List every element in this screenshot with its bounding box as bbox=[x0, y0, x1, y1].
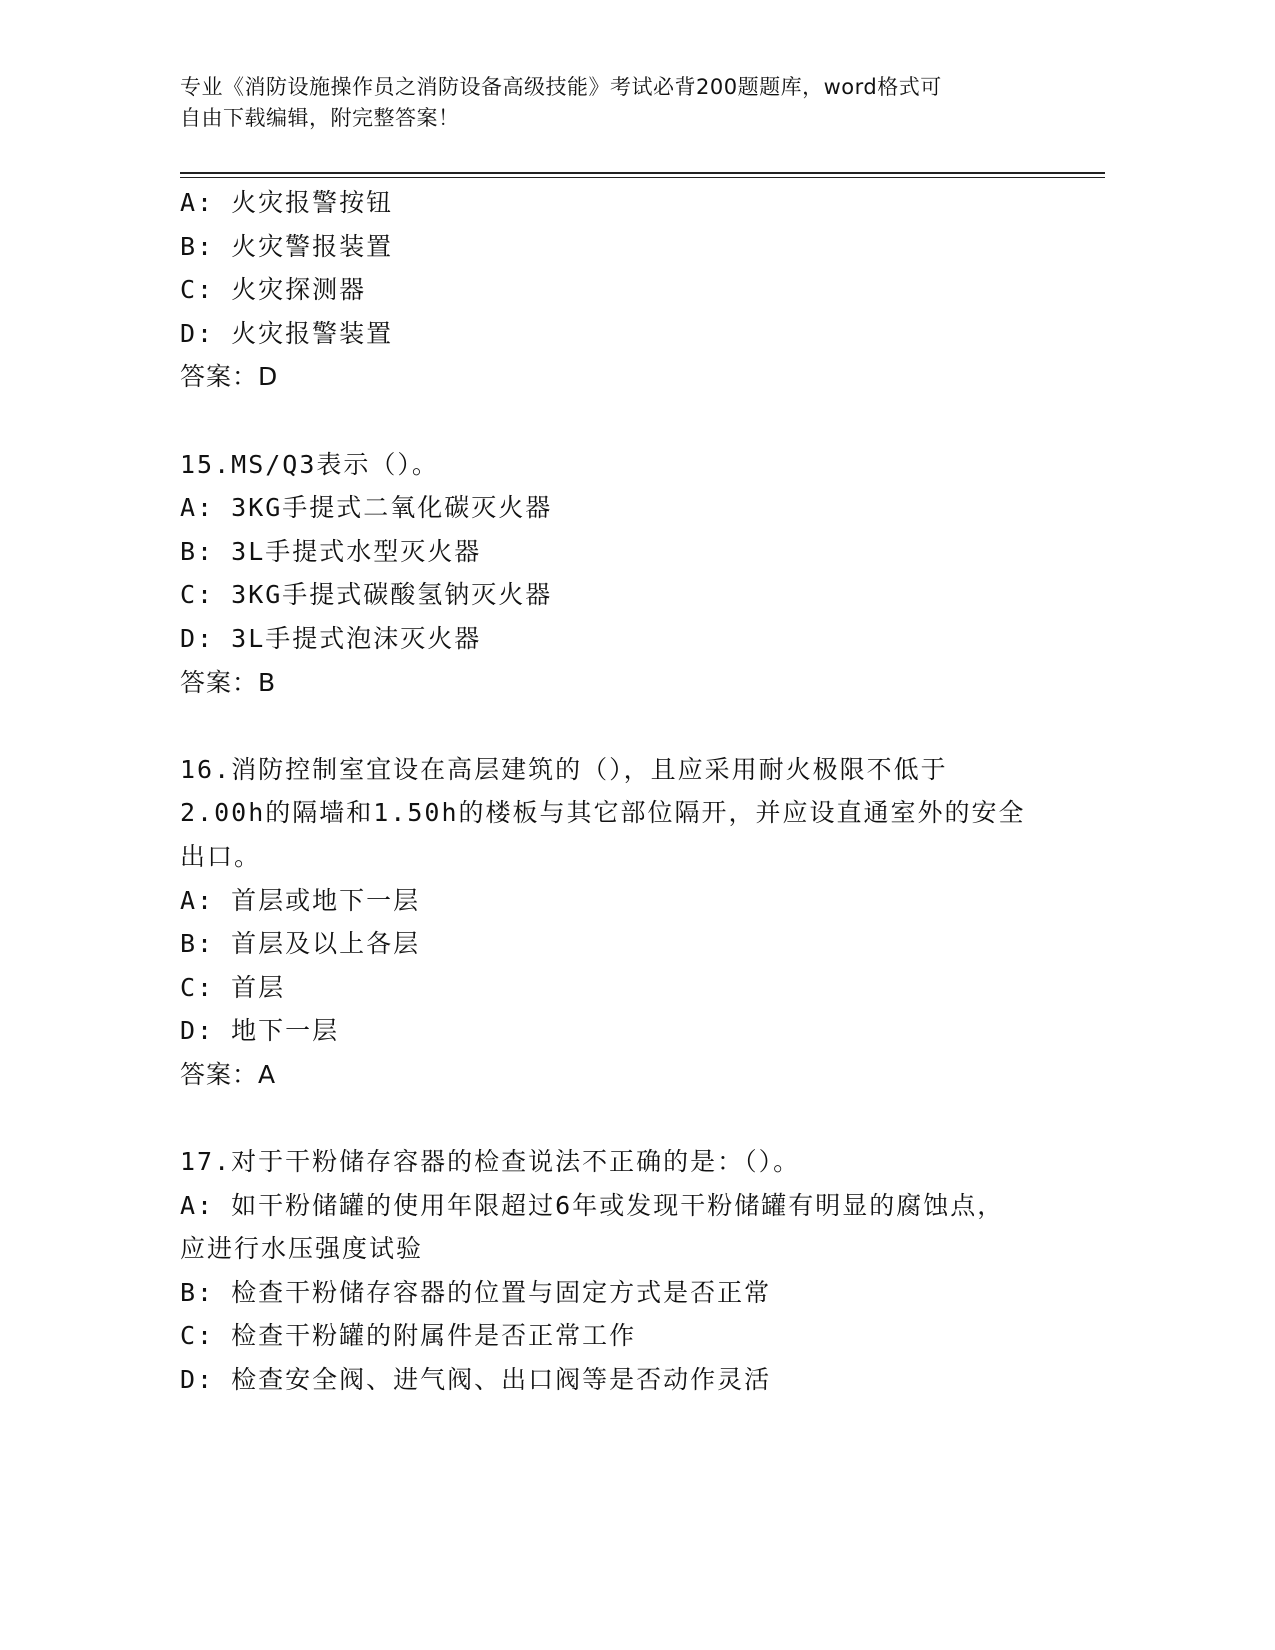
question-17 bbox=[180, 1140, 1060, 1402]
spacer bbox=[180, 399, 1060, 443]
question-stem-line-3: 出口。 bbox=[180, 841, 262, 871]
option-a: A: 火灾报警按钮 bbox=[180, 188, 394, 217]
question-list bbox=[180, 181, 1060, 1402]
header-divider-thin bbox=[180, 177, 1105, 178]
option-b: B: 火灾警报装置 bbox=[180, 231, 394, 261]
question-stem-line-2: 2.00h的隔墙和1.50h的楼板与其它部位隔开，并应设直通室外的安全 bbox=[180, 798, 1026, 828]
option-c: C: 检查干粉罐的附属件是否正常工作 bbox=[180, 1321, 637, 1351]
question-14 bbox=[180, 181, 1060, 399]
option-b: B: 首层及以上各层 bbox=[180, 929, 421, 959]
option-a-line-2: 应进行水压强度试验 bbox=[180, 1234, 424, 1264]
option-b: B: 3L手提式水型灭火器 bbox=[180, 536, 482, 566]
answer: 答案：A bbox=[180, 1059, 277, 1089]
option-b: B: 检查干粉储存容器的位置与固定方式是否正常 bbox=[180, 1277, 772, 1307]
header-divider-thick bbox=[180, 172, 1105, 174]
option-c: C: 3KG手提式碳酸氢钠灭火器 bbox=[180, 580, 553, 610]
answer: 答案：D bbox=[180, 362, 279, 392]
option-c: C: 火灾探测器 bbox=[180, 275, 367, 305]
question-stem: 15.MS/Q3表示（）。 bbox=[180, 449, 439, 479]
option-d: D: 地下一层 bbox=[180, 1016, 340, 1046]
option-a: A: 首层或地下一层 bbox=[180, 885, 421, 915]
option-a-line-1: A: 如干粉储罐的使用年限超过6年或发现干粉储罐有明显的腐蚀点， bbox=[180, 1190, 1005, 1220]
header-line-1: 专业《消防设施操作员之消防设备高级技能》考试必背200题题库，word格式可 bbox=[180, 75, 942, 99]
option-d: D: 检查安全阀、进气阀、出口阀等是否动作灵活 bbox=[180, 1365, 772, 1395]
document-header bbox=[180, 72, 1040, 134]
option-d: D: 3L手提式泡沫灭火器 bbox=[180, 623, 482, 653]
option-d: D: 火灾报警装置 bbox=[180, 318, 394, 348]
question-16 bbox=[180, 748, 1060, 1097]
option-c: C: 首层 bbox=[180, 972, 286, 1002]
spacer bbox=[180, 704, 1060, 748]
answer: 答案：B bbox=[180, 667, 277, 697]
question-stem-line-1: 16.消防控制室宜设在高层建筑的（），且应采用耐火极限不低于 bbox=[180, 754, 948, 784]
option-a: A: 3KG手提式二氧化碳灭火器 bbox=[180, 493, 553, 523]
question-15 bbox=[180, 443, 1060, 705]
spacer bbox=[180, 1096, 1060, 1140]
question-stem: 17.对于干粉储存容器的检查说法不正确的是：（）。 bbox=[180, 1147, 801, 1177]
header-line-2: 自由下载编辑，附完整答案！ bbox=[180, 106, 460, 130]
